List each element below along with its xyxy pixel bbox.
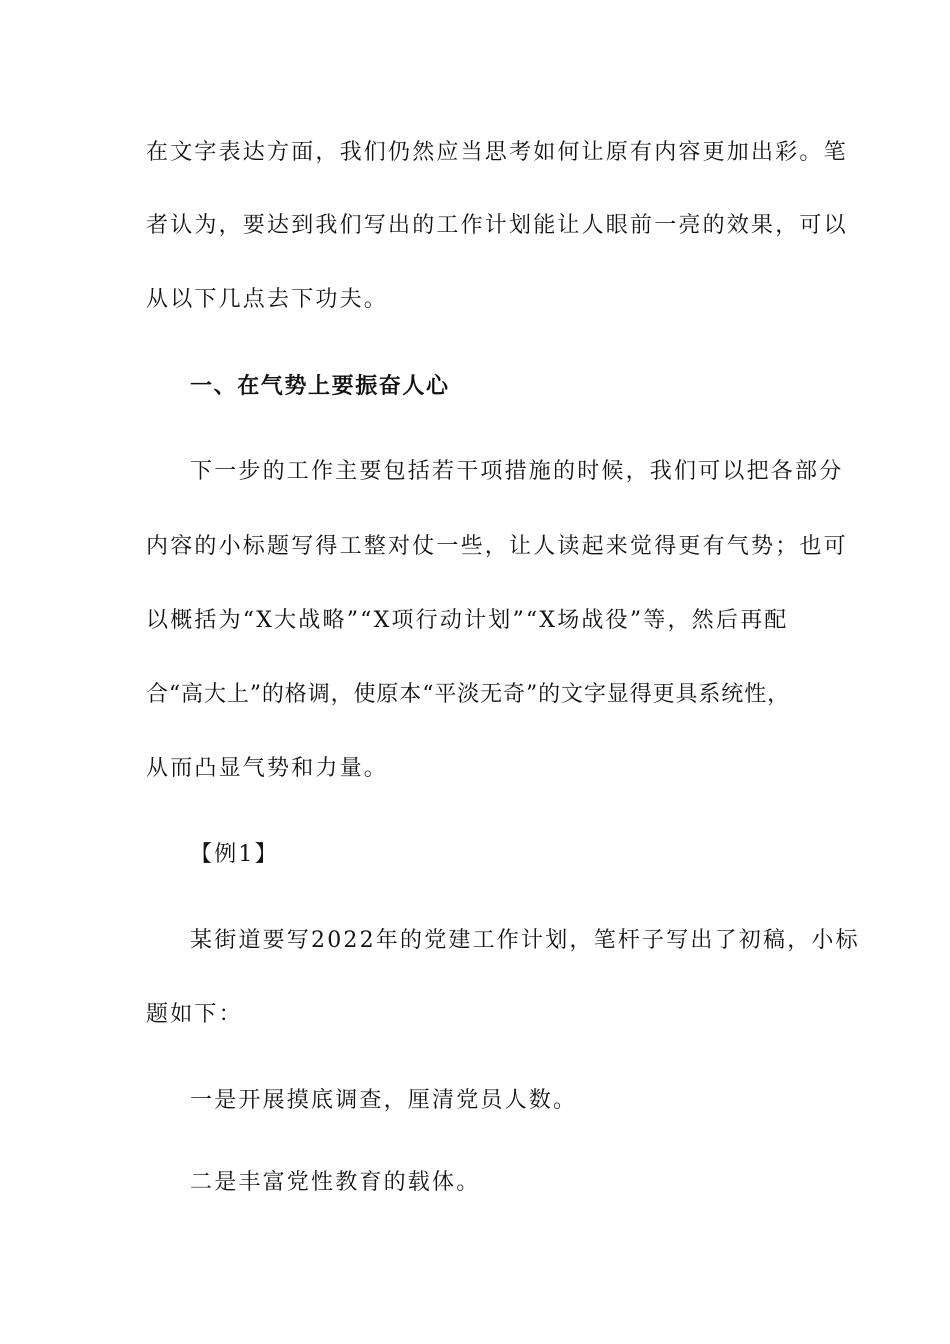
paragraph-line: 某街道要写2022年的党建工作计划，笔杆子写出了初稿，小标	[190, 928, 860, 953]
paragraph-line: 以概括为“X大战略”“X项行动计划”“X场战役”等，然后再配	[146, 608, 789, 633]
list-item: 二是丰富党性教育的载体。	[190, 1170, 481, 1195]
paragraph-line: 内容的小标题写得工整对仗一些，让人读起来觉得更有气势；也可	[146, 534, 848, 559]
example-label: 【例1】	[190, 842, 279, 867]
paragraph-line: 题如下：	[146, 1002, 243, 1027]
paragraph-line: 合“高大上”的格调，使原本“平淡无奇”的文字显得更具系统性，	[146, 682, 790, 707]
paragraph-line: 者认为，要达到我们写出的工作计划能让人眼前一亮的效果，可以	[146, 213, 848, 238]
paragraph-line: 从以下几点去下功夫。	[146, 287, 389, 312]
section-heading: 一、在气势上要振奋人心	[190, 373, 450, 399]
paragraph-line: 从而凸显气势和力量。	[146, 756, 389, 781]
list-item: 一是开展摸底调查，厘清党员人数。	[190, 1088, 578, 1113]
paragraph-line: 在文字表达方面，我们仍然应当思考如何让原有内容更加出彩。笔	[146, 140, 848, 165]
paragraph-line: 下一步的工作主要包括若干项措施的时候，我们可以把各部分	[190, 459, 844, 484]
